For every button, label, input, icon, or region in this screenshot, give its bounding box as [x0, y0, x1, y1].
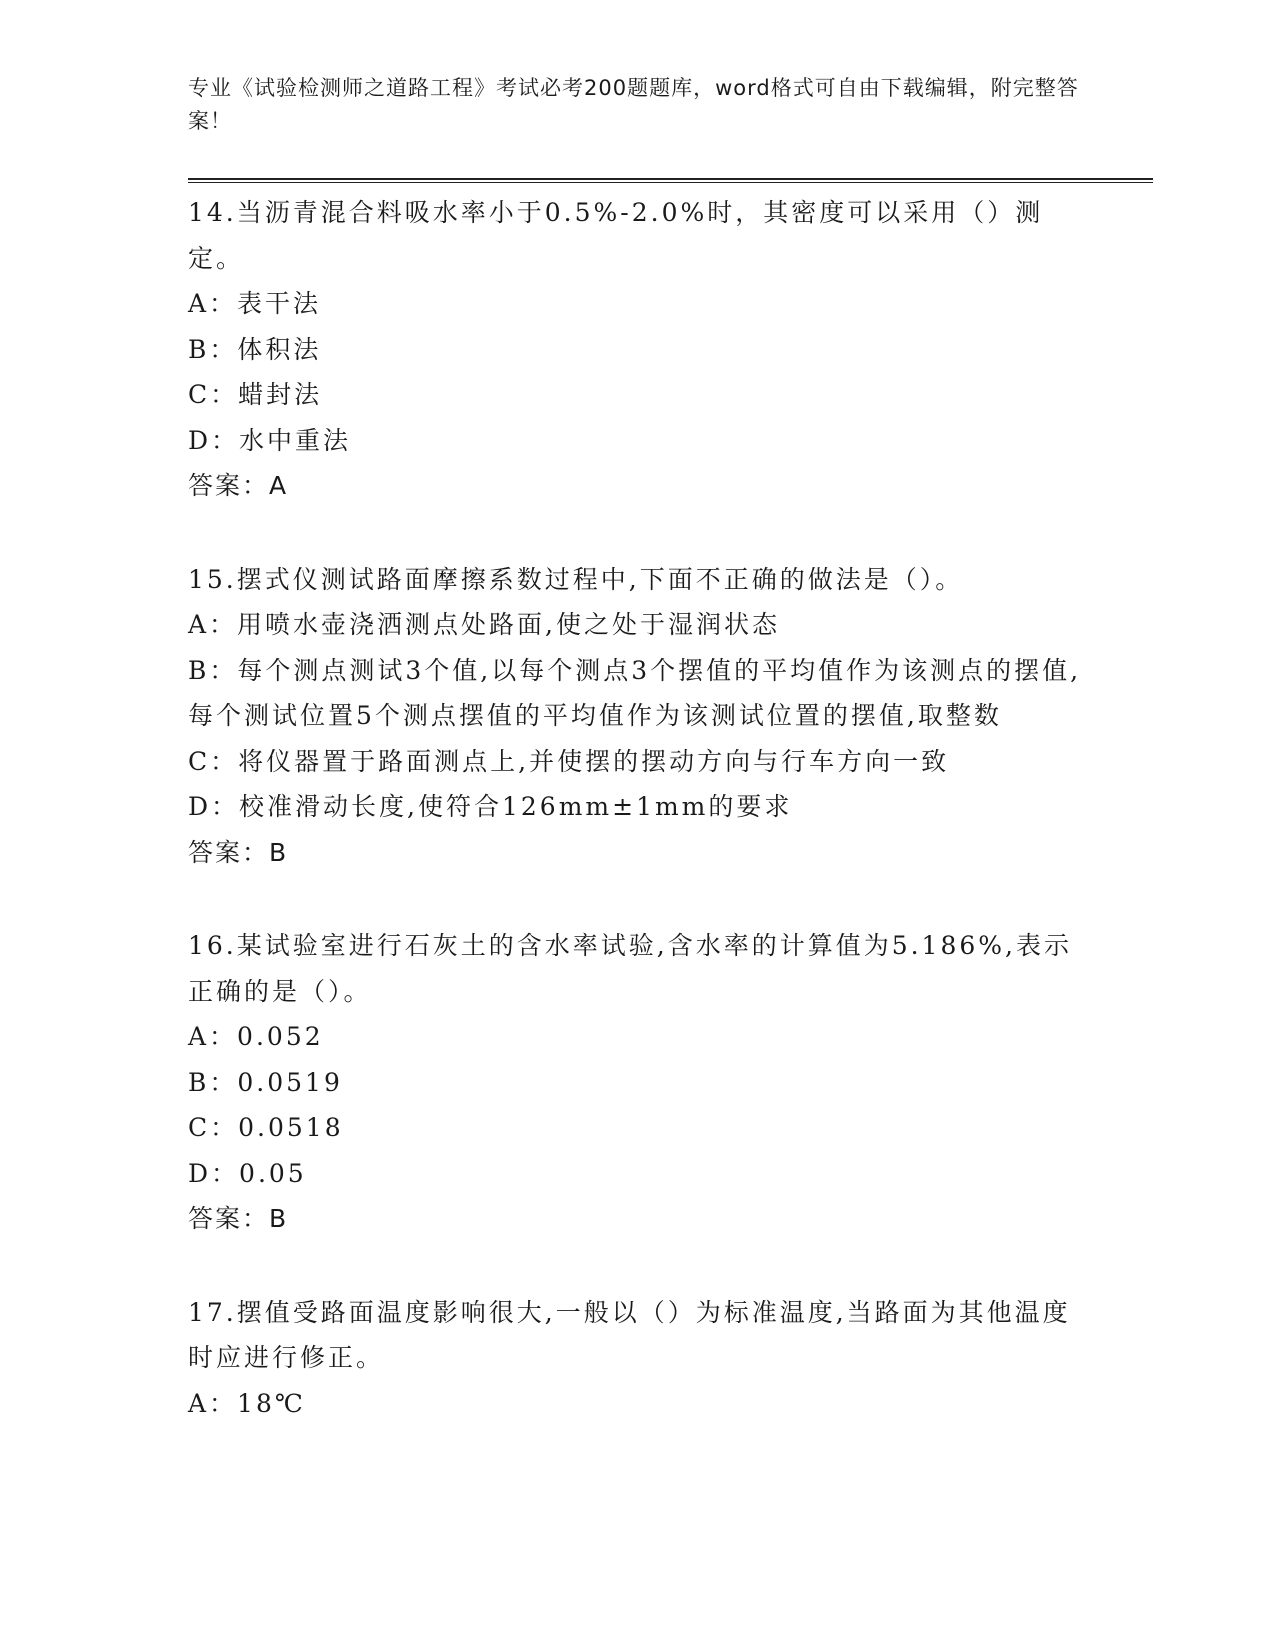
option-c: C：蜡封法: [188, 380, 323, 409]
question-stem: 17.摆值受路面温度影响很大,一般以（）为标准温度,当路面为其他温度时应进行修正。: [188, 1297, 1071, 1372]
question-stem: 16.某试验室进行石灰土的含水率试验,含水率的计算值为5.186%,表示正确的是（）。: [188, 931, 1072, 1006]
question-15: [188, 557, 1088, 876]
answer-text: 答案：A: [188, 471, 289, 500]
option-d: D：水中重法: [188, 425, 352, 455]
option-a: A：18℃: [188, 1388, 306, 1418]
option-b: B：体积法: [188, 334, 322, 364]
option-a: A：0.052: [188, 1022, 324, 1051]
option-b: B：0.0519: [188, 1067, 343, 1097]
question-stem: 15.摆式仪测试路面摩擦系数过程中,下面不正确的做法是（）。: [188, 564, 964, 594]
document-header: 专业《试验检测师之道路工程》考试必考200题题库，word格式可自由下载编辑，附完整答案！: [188, 76, 1079, 133]
question-14: [188, 190, 1088, 509]
option-c: C：将仪器置于路面测点上,并使摆的摆动方向与行车方向一致: [188, 746, 950, 776]
option-a: A：用喷水壶浇洒测点处路面,使之处于湿润状态: [188, 610, 781, 639]
option-c: C：0.0518: [188, 1113, 344, 1142]
question-16: [188, 923, 1088, 1242]
answer-text: 答案：B: [188, 1204, 289, 1233]
option-d: D：校准滑动长度,使符合126mm±1mm的要求: [188, 792, 793, 821]
answer-text: 答案：B: [188, 837, 289, 867]
question-list: [188, 190, 1088, 1474]
option-a: A：表干法: [188, 289, 322, 318]
question-17: [188, 1290, 1088, 1427]
option-d: D：0.05: [188, 1158, 307, 1188]
option-b: B：每个测点测试3个值,以每个测点3个摆值的平均值作为该测点的摆值,每个测试位置5个测点摆值的平均值作为该测试位置的摆值,取整数: [188, 655, 1082, 730]
header-divider: [188, 178, 1153, 183]
question-stem: 14.当沥青混合料吸水率小于0.5%-2.0%时，其密度可以采用（）测定。: [188, 198, 1044, 273]
